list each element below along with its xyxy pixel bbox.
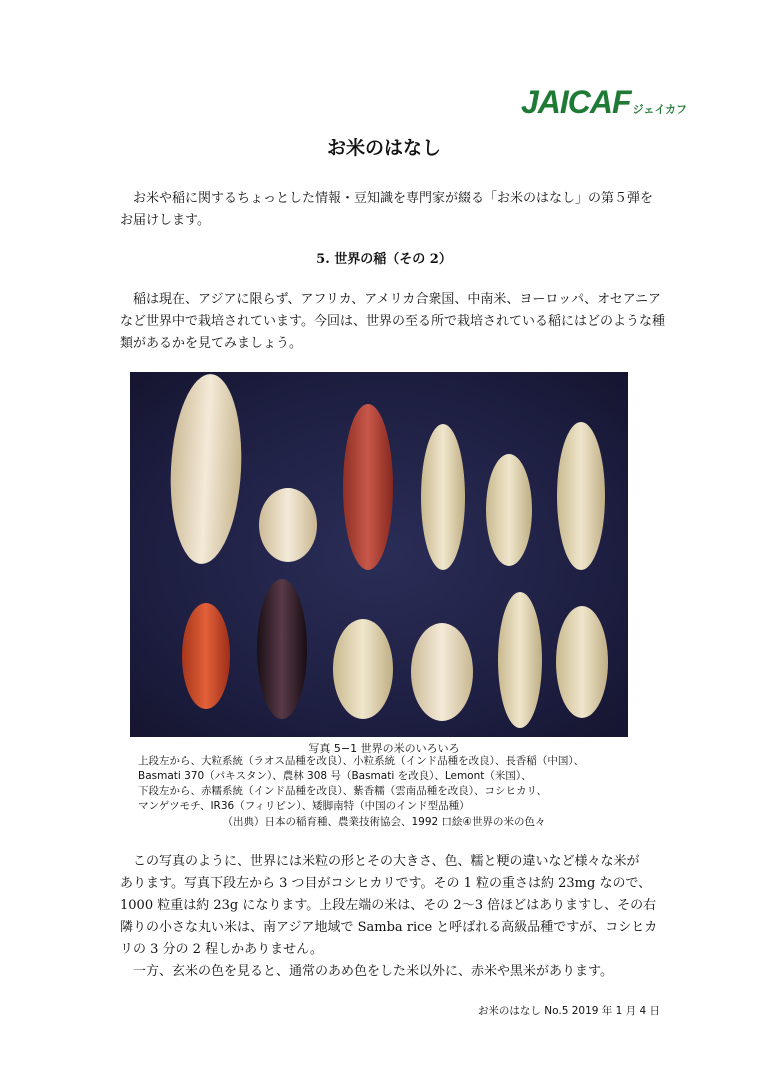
paragraph-1: 稲は現在、アジアに限らず、アフリカ、アメリカ合衆国、中南米、ヨーロッパ、オセアニアなど世界中で栽培されています。今回は、世界の至る所で栽培されている稲にはどのような種類があるかを見てみましょう。 <box>120 292 665 351</box>
paragraph-2-line: あります。写真下段左から 3 つ目がコシヒカリです。その 1 粒の重さは約 23mg なので、 <box>120 876 652 891</box>
page-title: お米のはなし <box>326 137 441 159</box>
section-heading: 5. 世界の稲（その 2） <box>316 252 452 267</box>
caption-line: 下段左から、赤糯系統（インド品種を改良）、紫香糯（雲南品種を改良）、コシヒカリ、 <box>138 785 547 797</box>
grain-lemont <box>557 422 605 570</box>
logo-text: JAICAF <box>521 84 631 120</box>
grain-red-long <box>343 404 393 570</box>
grain-basmati <box>421 424 465 570</box>
logo-kana: ジェイカフ <box>632 104 688 116</box>
intro-paragraph: お米や稲に関するちょっとした情報・豆知識を専門家が綴る「お米のはなし」の第５弾をお届けします。 <box>120 191 654 228</box>
caption-line: 上段左から、大粒系統（ラオス品種を改良）、小粒系統（インド品種を改良）、長香稲（中国）、 <box>138 755 585 767</box>
paragraph-2-line: 隣りの小さな丸い米は、南アジア地域で Samba rice と呼ばれる高級品種ですが、コシヒカ <box>120 920 658 935</box>
grain-purple-glutinous <box>257 579 307 719</box>
caption-line: マンゲツモチ、IR36（フィリピン）、矮脚南特（中国のインド型品種） <box>138 800 470 812</box>
grain-red-glutinous <box>182 603 230 709</box>
photo-caption-title: 写真 5−1 世界の米のいろいろ <box>308 742 460 755</box>
paragraph-2-line: リの 3 分の 2 程しかありません。 <box>120 942 323 957</box>
grain-koshihikari <box>333 619 393 719</box>
paragraph-2-line: 1000 粒重は約 23g になります。上段左端の米は、その 2～3 倍ほどはありますし、その右 <box>120 898 657 913</box>
grain-aijiaonante <box>556 606 608 718</box>
grain-small-round <box>259 488 317 562</box>
grain-norin-308 <box>486 454 532 566</box>
page-footer: お米のはなし No.5 2019 年 1 月 4 日 <box>477 1005 660 1017</box>
jaicaf-logo <box>521 84 687 121</box>
grain-mangetsumochi <box>411 623 473 721</box>
paragraph-2 <box>120 851 665 983</box>
photo-caption-body <box>138 754 658 814</box>
paragraph-2-line: この写真のように、世界には米粒の形とその大きさ、色、糯と粳の違いなど様々な米が <box>133 854 640 869</box>
paragraph-3: 一方、玄米の色を見ると、通常のあめ色をした米以外に、赤米や黒米があります。 <box>133 964 613 979</box>
rice-grains-illustration <box>130 372 628 737</box>
photo-source: （出典）日本の稲育種、農業技術協会、1992 口絵④世界の米の色々 <box>222 816 546 828</box>
rice-grains-photo <box>130 372 628 737</box>
grain-large-white <box>166 372 246 565</box>
grain-ir36 <box>498 592 542 728</box>
caption-line: Basmati 370（パキスタン）、農林 308 号（Basmati を改良）、Lemont（米国）、 <box>138 770 532 782</box>
